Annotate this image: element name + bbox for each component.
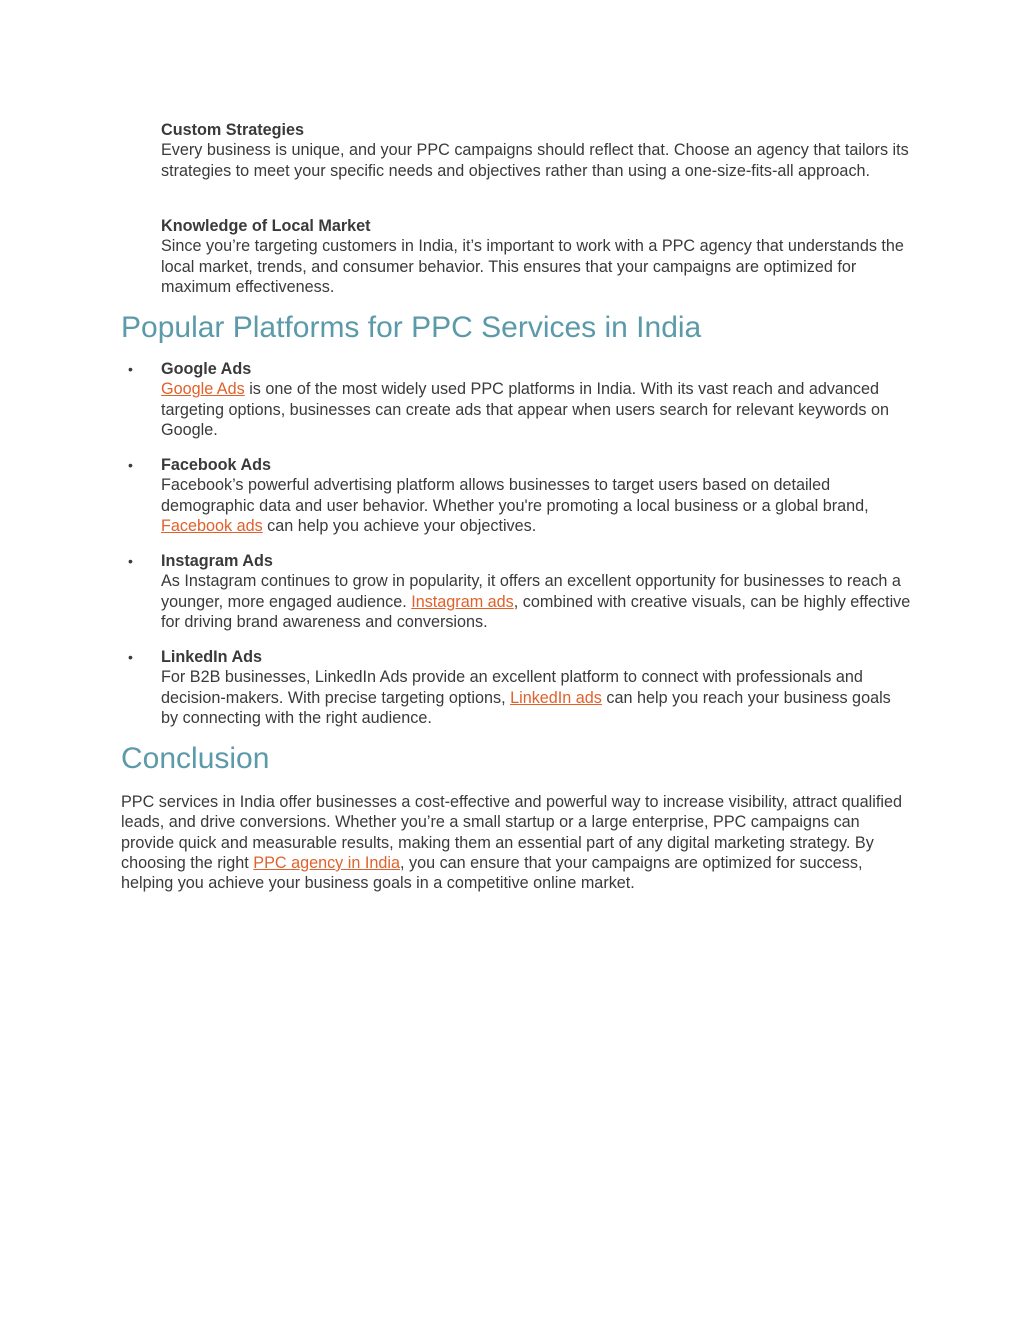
custom-strategies-body: Every business is unique, and your PPC campaigns should reflect that. Choose an agency that tailors its strategies to meet your specific needs and objectives rather than using a one-size-fits-all approach. (161, 141, 909, 180)
conclusion-text-after: , you can ensure that your campaigns are optimized for success, helping you achieve your business goals in a competitive online market. (121, 853, 863, 893)
google-ads-text-after: is one of the most widely used PPC platforms in India. With its vast reach and advanced targeting options, businesses can create ads that appear when users search for relevant keywords on Google. (161, 380, 889, 439)
conclusion-paragraph (121, 792, 911, 893)
facebook-ads-body (161, 475, 911, 536)
bullet-google-ads: • (128, 361, 133, 377)
google-ads-title: Google Ads (161, 360, 252, 378)
list-item-facebook-ads (161, 455, 911, 536)
facebook-ads-title: Facebook Ads (161, 456, 272, 474)
facebook-ads-text-after: can help you achieve your objectives. (262, 516, 537, 535)
google-ads-body (161, 379, 911, 440)
linkedin-ads-title: LinkedIn Ads (161, 648, 263, 666)
instagram-ads-text-before: As Instagram continues to grow in popularity, it offers an excellent opportunity for businesses to reach a younger, more engaged audience. (161, 572, 901, 611)
facebook-ads-text-before: Facebook’s powerful advertising platform allows businesses to target users based on detailed demographic data and user behavior. Whether you're promoting a local business or a global brand, (161, 476, 869, 515)
conclusion-heading: Conclusion (121, 742, 270, 775)
ppc-agency-link[interactable]: PPC agency in India (253, 853, 400, 872)
platforms-heading: Popular Platforms for PPC Services in India (121, 311, 702, 344)
list-item-google-ads (161, 359, 911, 440)
instagram-ads-body (161, 571, 911, 632)
section-custom-strategies (161, 120, 911, 181)
section-local-market (161, 216, 911, 297)
google-ads-link[interactable]: Google Ads (161, 380, 245, 399)
custom-strategies-title: Custom Strategies (161, 121, 305, 139)
linkedin-ads-text-after: can help you reach your business goals by connecting with the right audience. (161, 688, 891, 727)
instagram-ads-title: Instagram Ads (161, 552, 273, 570)
list-item-instagram-ads (161, 551, 911, 632)
bullet-linkedin-ads: • (128, 649, 133, 665)
conclusion-text-before: PPC services in India offer businesses a cost-effective and powerful way to increase visibility, attract qualified leads, and drive conversions. Whether you’re a small startup or a large enterprise, PPC campaigns can provide quick and measurable results, making them an essential part of any digital marketing strategy. By choosing the right (121, 793, 902, 872)
bullet-facebook-ads: • (128, 457, 133, 473)
local-market-title: Knowledge of Local Market (161, 217, 371, 235)
linkedin-ads-body (161, 667, 911, 728)
facebook-ads-link[interactable]: Facebook ads (161, 516, 263, 535)
local-market-body: Since you’re targeting customers in India, it’s important to work with a PPC agency that understands the local market, trends, and consumer behavior. This ensures that your campaigns are optimized for maximum effectiveness. (161, 237, 904, 296)
list-item-linkedin-ads (161, 647, 911, 728)
instagram-ads-link[interactable]: Instagram ads (411, 592, 514, 611)
linkedin-ads-link[interactable]: LinkedIn ads (510, 688, 602, 707)
instagram-ads-text-after: , combined with creative visuals, can be highly effective for driving brand awareness and conversions. (161, 592, 911, 631)
bullet-instagram-ads: • (128, 553, 133, 569)
linkedin-ads-text-before: For B2B businesses, LinkedIn Ads provide an excellent platform to connect with professionals and decision-makers. With precise targeting options, (161, 668, 863, 707)
